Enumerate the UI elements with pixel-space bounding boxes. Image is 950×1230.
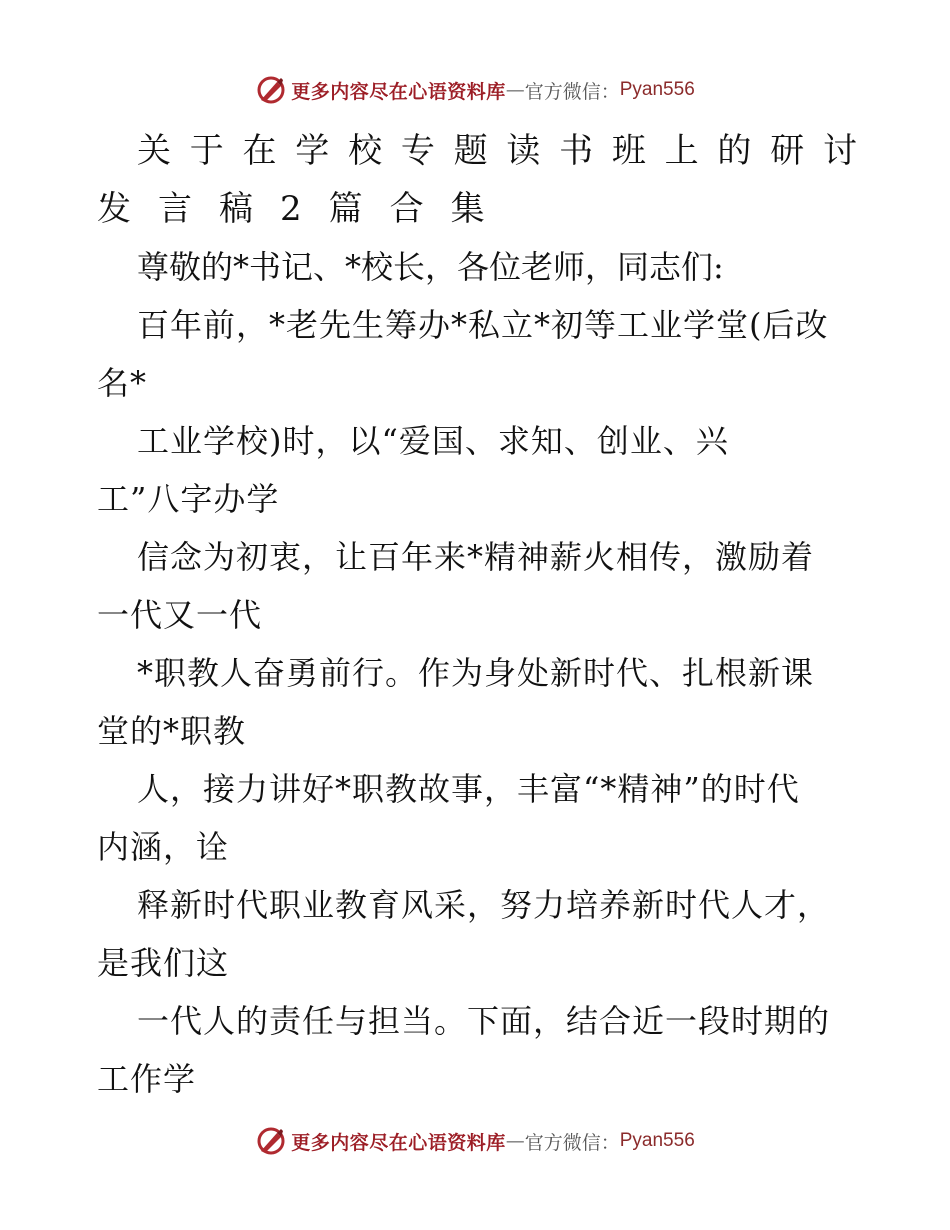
title-char: 学 (295, 131, 330, 171)
paragraph (97, 644, 857, 760)
paragraph-line: 工作学 (97, 1060, 197, 1098)
document-body (97, 122, 857, 1108)
title-char: 发 (97, 189, 131, 229)
banner-separator: — (505, 79, 525, 101)
paragraph-line: 人，接力讲好*职教故事，丰富“*精神”的时代 (137, 770, 800, 808)
title-char: 读 (506, 131, 541, 171)
title-char: 在 (242, 131, 277, 171)
paragraph (97, 876, 857, 992)
salutation: 尊敬的*书记、*校长，各位老师，同志们: (137, 248, 724, 286)
paragraph (97, 760, 857, 876)
paragraph-line: 一代又一代 (97, 596, 263, 634)
paragraph-line: 是我们这 (97, 944, 230, 982)
paragraph-line: 一代人的责任与担当。下面，结合近一段时期的 (137, 1002, 831, 1040)
title-char: 上 (664, 131, 699, 171)
paragraph-line: 工业学校)时，以“爱国、求知、创业、兴 (137, 422, 729, 460)
title-char: 校 (348, 131, 383, 171)
paragraph-line: 堂的*职教 (97, 712, 247, 750)
title-char: 于 (189, 131, 224, 171)
title-char: 言 (158, 189, 192, 229)
banner-separator: — (505, 1130, 525, 1152)
banner-wechat-id: Pyan556 (619, 1130, 695, 1151)
paragraph (97, 528, 857, 644)
title-char: 书 (559, 131, 594, 171)
paragraph-line: 名* (97, 364, 148, 402)
title-char: 研 (770, 131, 805, 171)
title-char: 关 (137, 131, 171, 171)
header-banner (0, 70, 950, 110)
title-char: 2 (280, 189, 302, 229)
title-char: 的 (717, 131, 752, 171)
title-char: 班 (611, 131, 646, 171)
document-title-line-1 (97, 122, 857, 180)
title-char: 题 (453, 131, 488, 171)
pen-logo-icon (255, 74, 287, 106)
title-char: 集 (450, 189, 485, 229)
banner-slogan: 更多内容尽在心语资料库 (291, 80, 506, 103)
paragraph (97, 296, 857, 412)
title-char: 稿 (219, 189, 253, 229)
title-char: 合 (389, 189, 424, 229)
paragraph (97, 412, 857, 528)
banner-wechat-id: Pyan556 (619, 79, 695, 100)
paragraph-line: 百年前，*老先生筹办*私立*初等工业学堂(后改 (137, 306, 829, 344)
footer-banner (0, 1121, 950, 1161)
pen-logo-icon (255, 1125, 287, 1157)
banner-wechat-label: 官方微信： (524, 80, 620, 103)
paragraph-line: 内涵，诠 (97, 828, 230, 866)
paragraph (97, 992, 857, 1108)
document-title-line-2 (97, 180, 857, 238)
title-char: 讨 (822, 131, 857, 171)
paragraph-line: 工”八字办学 (97, 480, 280, 518)
paragraph-line: *职教人奋勇前行。作为身处新时代、扎根新课 (137, 654, 815, 692)
paragraph-line: 释新时代职业教育风采，努力培养新时代人才， (137, 886, 831, 924)
title-char: 专 (400, 131, 435, 171)
title-char: 篇 (328, 189, 363, 229)
paragraph-line: 信念为初衷，让百年来*精神薪火相传，激励着 (137, 538, 815, 576)
banner-slogan: 更多内容尽在心语资料库 (291, 1131, 506, 1154)
banner-wechat-label: 官方微信： (524, 1131, 620, 1154)
